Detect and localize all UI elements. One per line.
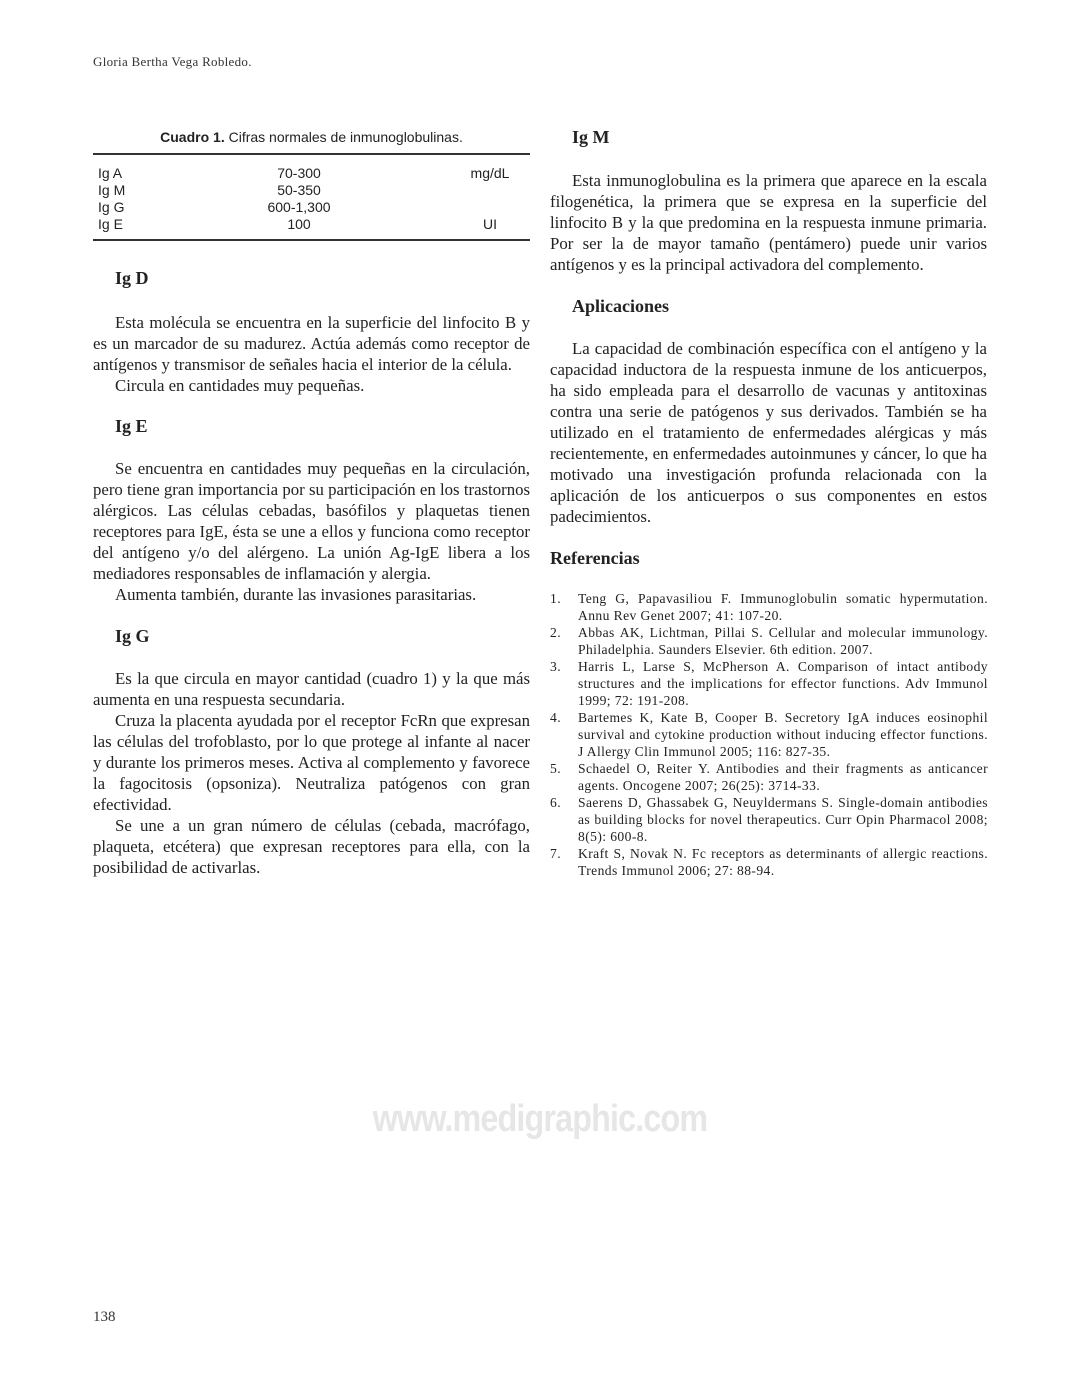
reference-text: Saerens D, Ghassabek G, Neuyldermans S. Single-domain antibodies as building blocks for novel therapeutics. Curr Opin Pharmacol 2008; 8(5): 600-8. [578, 795, 988, 844]
reference-number: 1. [550, 591, 561, 606]
heading-igg: Ig G [115, 626, 150, 646]
paragraph: Esta molécula se encuentra en la superficie del linfocito B y es un marcador de su madurez. Actúa además como receptor de antígenos y transmisor de señales hacia el interior de la célula. [93, 313, 530, 374]
cell-unit [380, 216, 530, 233]
section-aplicaciones [550, 338, 987, 527]
cell-range: 50-350 [277, 182, 321, 198]
heading-igm: Ig M [572, 127, 610, 147]
reference-item [550, 794, 988, 845]
paragraph: Aumenta también, durante las invasiones parasitarias. [115, 585, 477, 604]
reference-text: Abbas AK, Lichtman, Pillai S. Cellular and molecular immunology. Philadelphia. Saunders Elsevier. 6th edition. 2007. [578, 625, 988, 657]
table-row [93, 199, 530, 216]
reference-number: 5. [550, 761, 561, 776]
unit-text: UI [483, 216, 497, 232]
reference-item [550, 624, 988, 658]
immunoglobulin-table [93, 153, 530, 241]
reference-text: Kraft S, Novak N. Fc receptors as determinants of allergic reactions. Trends Immunol 2006; 27: 88-94. [578, 846, 988, 878]
cell-name: Ig A [98, 165, 123, 181]
paragraph: Se une a un gran número de células (cebada, macrófago, plaqueta, etcétera) que expresan receptores para ella, con la posibilidad de activarlas. [93, 816, 530, 877]
cell-range: 600-1,300 [267, 199, 331, 215]
reference-text: Teng G, Papavasiliou F. Immunoglobulin somatic hypermutation. Annu Rev Genet 2007; 41: 107-20. [578, 591, 988, 623]
section-igg [93, 668, 530, 878]
table-caption-label: Cuadro 1. [160, 129, 225, 145]
reference-number: 2. [550, 625, 561, 640]
cell-range: 70-300 [277, 165, 321, 181]
cell-name: Ig G [98, 199, 125, 215]
paragraph: La capacidad de combinación específica con el antígeno y la capacidad inductora de la respuesta inmune de los anticuerpos, ha sido empleada para el desarrollo de vacunas y antitoxinas contra una serie de patógenos y sus derivados. También se ha utilizado en el tratamiento de enfermedades alérgicas y más recientemente, en enfermedades autoinmunes y cáncer, lo que ha motivado una investigación profunda relacionada con la aplicación de los anticuerpos o sus componentes en estos padecimientos. [550, 339, 987, 526]
reference-item [550, 590, 988, 624]
paragraph: Circula en cantidades muy pequeñas. [115, 376, 365, 395]
section-igm [550, 170, 987, 275]
table-row [93, 216, 530, 233]
heading-ige: Ig E [115, 416, 148, 436]
table-row [93, 165, 530, 182]
reference-item [550, 658, 988, 709]
section-ige [93, 458, 530, 605]
table-caption [93, 129, 530, 145]
cell-name: Ig E [98, 216, 123, 232]
running-head: Gloria Bertha Vega Robledo. [93, 54, 252, 69]
section-igd [93, 312, 530, 396]
cell-unit [380, 182, 530, 199]
cell-name: Ig M [98, 182, 126, 198]
paragraph: Esta inmunoglobulina es la primera que aparece en la escala filogenética, la primera que se expresa en la superficie del linfocito B y la que predomina en la respuesta inmune primaria. Por ser la de mayor tamaño (pentámero) puede unir varios antígenos y es la principal activadora del complemento. [550, 171, 987, 274]
reference-number: 4. [550, 710, 561, 725]
reference-text: Harris L, Larse S, McPherson A. Comparison of intact antibody structures and the implications for effector functions. Adv Immunol 1999; 72: 191-208. [578, 659, 988, 708]
cell-unit [380, 199, 530, 216]
heading-igd: Ig D [115, 268, 149, 288]
heading-aplicaciones: Aplicaciones [572, 296, 669, 316]
paragraph: Cruza la placenta ayudada por el receptor FcRn que expresan las células del trofoblasto, por lo que protege al infante al nacer y durante los primeros meses. Activa al complemento y favorece la fagocitosis (opsoniza). Neutraliza patógenos con gran efectividad. [93, 711, 530, 814]
heading-referencias: Referencias [550, 548, 640, 568]
reference-number: 7. [550, 846, 561, 861]
paragraph: Se encuentra en cantidades muy pequeñas en la circulación, pero tiene gran importancia por su participación en los trastornos alérgicos. Las células cebadas, basófilos y plaquetas tienen receptores para IgE, ésta se une a ellos y funciona como receptor del antígeno y/o del alérgeno. La unión Ag-IgE libera a los mediadores responsables de inflamación y alergia. [93, 459, 530, 583]
reference-number: 6. [550, 795, 561, 810]
unit-text: mg/dL [470, 165, 510, 181]
reference-item [550, 760, 988, 794]
reference-list [550, 590, 988, 879]
reference-number: 3. [550, 659, 561, 674]
reference-item [550, 845, 988, 879]
table-row [93, 182, 530, 199]
page-number: 138 [93, 1309, 116, 1325]
cell-unit [380, 165, 530, 182]
table-caption-text: Cifras normales de inmunoglobulinas. [228, 129, 463, 145]
reference-text: Bartemes K, Kate B, Cooper B. Secretory IgA induces eosinophil survival and cytokine production without inducing effector functions. J Allergy Clin Immunol 2005; 116: 827-35. [578, 710, 988, 759]
paragraph: Es la que circula en mayor cantidad (cuadro 1) y la que más aumenta en una respuesta secundaria. [93, 669, 530, 709]
reference-text: Schaedel O, Reiter Y. Antibodies and their fragments as anticancer agents. Oncogene 2007; 26(25): 3714-33. [578, 761, 988, 793]
cell-range: 100 [287, 216, 311, 232]
reference-item [550, 709, 988, 760]
watermark: www.medigraphic.com [372, 1098, 708, 1140]
